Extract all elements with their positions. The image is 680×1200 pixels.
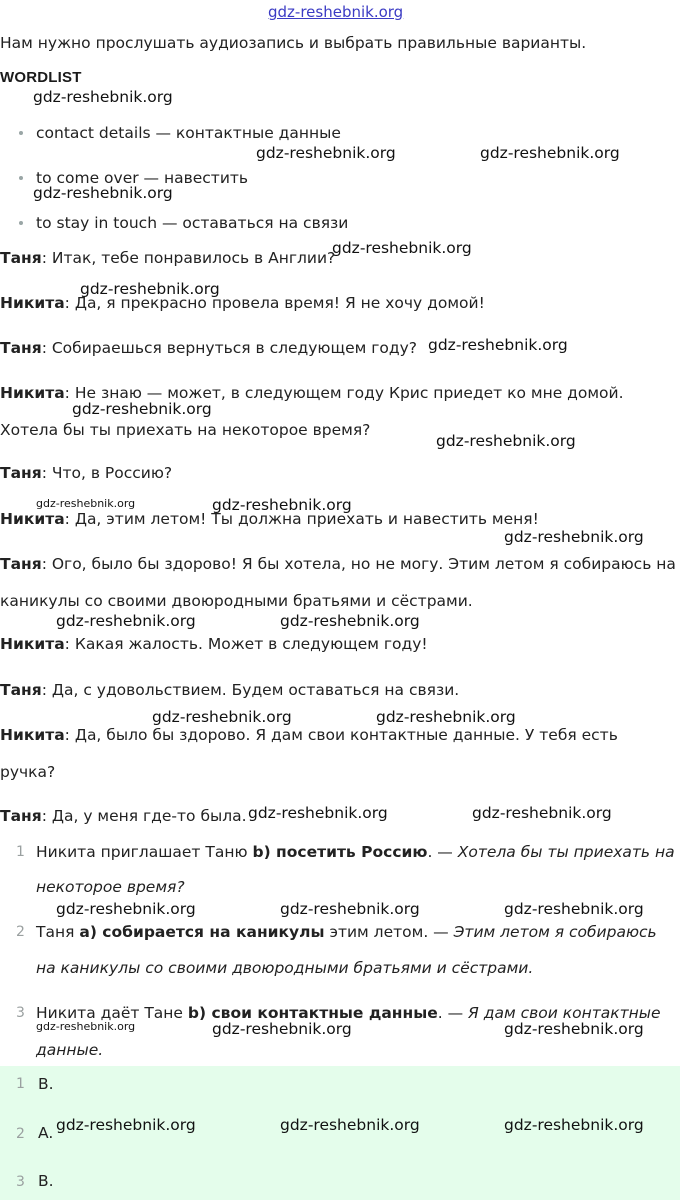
- watermark: gdz-reshebnik.org: [376, 708, 516, 726]
- watermark: gdz-reshebnik.org: [280, 900, 420, 918]
- dialogue-line: Таня: Что, в Россию?: [0, 464, 173, 482]
- watermark: gdz-reshebnik.org: [480, 144, 620, 162]
- watermark: gdz-reshebnik.org: [248, 804, 388, 822]
- wordlist-item: contact details — контактные данные: [36, 124, 341, 142]
- dialogue-continuation: каникулы со своими двоюродными братьями и сёстрами.: [0, 592, 473, 610]
- bullet-dot: [19, 221, 23, 225]
- watermark: gdz-reshebnik.org: [436, 432, 576, 450]
- speaker-name: Таня: [0, 555, 42, 573]
- dialogue-text: Да, было бы здорово. Я дам свои контактные данные. У тебя есть: [74, 726, 618, 744]
- speaker-name: Таня: [0, 249, 42, 267]
- dialogue-text: Да, я прекрасно провела время! Я не хочу домой!: [74, 294, 485, 312]
- watermark: gdz-reshebnik.org: [33, 184, 173, 202]
- speaker-name: Таня: [0, 464, 42, 482]
- answer-number: 1: [16, 844, 25, 860]
- speaker-name: Таня: [0, 807, 42, 825]
- watermark: gdz-reshebnik.org: [332, 239, 472, 257]
- answer-continuation: на каникулы со своими двоюродными братьями и сёстрами.: [36, 959, 534, 977]
- dialogue-text: Собираешься вернуться в следующем году?: [51, 339, 417, 357]
- bullet-dot: [19, 131, 23, 135]
- dialogue-text: Да, у меня где-то была.: [51, 807, 247, 825]
- watermark: gdz-reshebnik.org: [80, 280, 220, 298]
- dialogue-line: Таня: Ого, было бы здорово! Я бы хотела, но не могу. Этим летом я собираюсь на: [0, 555, 676, 573]
- site-link[interactable]: gdz-reshebnik.org: [268, 3, 404, 21]
- watermark: gdz-reshebnik.org: [472, 804, 612, 822]
- dialogue-continuation: Хотела бы ты приехать на некоторое время?: [0, 421, 371, 439]
- answer-number: 3: [16, 1005, 25, 1021]
- speaker-name: Никита: [0, 294, 65, 312]
- speaker-name: Таня: [0, 681, 42, 699]
- watermark: gdz-reshebnik.org: [212, 1020, 352, 1038]
- dialogue-line: Таня: Итак, тебе понравилось в Англии?: [0, 249, 336, 267]
- watermark: gdz-reshebnik.org: [504, 1116, 644, 1134]
- dialogue-text: Да, с удовольствием. Будем оставаться на связи.: [51, 681, 460, 699]
- answer-line: Никита приглашает Таню b) посетить Россию. — Хотела бы ты приехать на: [36, 843, 675, 861]
- watermark: gdz-reshebnik.org: [56, 1116, 196, 1134]
- watermark: gdz-reshebnik.org: [36, 1020, 136, 1033]
- dialogue-line: Никита: Не знаю — может, в следующем году Крис приедет ко мне домой.: [0, 384, 624, 402]
- watermark: gdz-reshebnik.org: [428, 336, 568, 354]
- watermark: gdz-reshebnik.org: [504, 900, 644, 918]
- answer-continuation: некоторое время?: [36, 878, 185, 896]
- watermark: gdz-reshebnik.org: [36, 497, 136, 510]
- watermark: gdz-reshebnik.org: [56, 612, 196, 630]
- dialogue-text: Не знаю — может, в следующем году Крис приедет ко мне домой.: [74, 384, 624, 402]
- final-answer-number: 2: [16, 1126, 25, 1142]
- speaker-name: Никита: [0, 510, 65, 528]
- dialogue-text: Какая жалость. Может в следующем году!: [74, 635, 428, 653]
- final-answer-value: B.: [38, 1075, 54, 1093]
- watermark: gdz-reshebnik.org: [212, 496, 352, 514]
- speaker-name: Никита: [0, 635, 65, 653]
- watermark: gdz-reshebnik.org: [280, 1116, 420, 1134]
- watermark: gdz-reshebnik.org: [72, 400, 212, 418]
- final-answer-value: B.: [38, 1172, 54, 1190]
- answer-continuation: данные.: [36, 1041, 104, 1059]
- dialogue-line: Никита: Какая жалость. Может в следующем году!: [0, 635, 428, 653]
- final-answer-number: 1: [16, 1076, 25, 1092]
- dialogue-continuation: ручка?: [0, 763, 56, 781]
- final-answer-value: A.: [38, 1124, 54, 1142]
- speaker-name: Никита: [0, 384, 65, 402]
- dialogue-text: Да, этим летом! Ты должна приехать и навестить меня!: [74, 510, 539, 528]
- dialogue-text: Ого, было бы здорово! Я бы хотела, но не могу. Этим летом я собираюсь на: [51, 555, 676, 573]
- answer-line: Никита даёт Тане b) свои контактные данные. — Я дам свои контактные: [36, 1004, 661, 1022]
- wordlist-heading: WORDLIST: [0, 69, 82, 86]
- answer-line: Таня а) собирается на каникулы этим летом. — Этим летом я собираюсь: [36, 923, 657, 941]
- dialogue-line: Таня: Собираешься вернуться в следующем году?: [0, 339, 417, 357]
- watermark: gdz-reshebnik.org: [33, 88, 173, 106]
- final-answer-number: 3: [16, 1174, 25, 1190]
- watermark: gdz-reshebnik.org: [280, 612, 420, 630]
- dialogue-line: Таня: Да, с удовольствием. Будем оставаться на связи.: [0, 681, 460, 699]
- speaker-name: Таня: [0, 339, 42, 357]
- answer-number: 2: [16, 924, 25, 940]
- bullet-dot: [19, 176, 23, 180]
- watermark: gdz-reshebnik.org: [504, 1020, 644, 1038]
- dialogue-text: Итак, тебе понравилось в Англии?: [51, 249, 336, 267]
- watermark: gdz-reshebnik.org: [152, 708, 292, 726]
- dialogue-line: Никита: Да, этим летом! Ты должна приехать и навестить меня!: [0, 510, 539, 528]
- dialogue-line: Таня: Да, у меня где-то была.: [0, 807, 247, 825]
- watermark: gdz-reshebnik.org: [56, 900, 196, 918]
- wordlist-item: to stay in touch — оставаться на связи: [36, 214, 349, 232]
- speaker-name: Никита: [0, 726, 65, 744]
- wordlist-item: to come over — навестить: [36, 169, 249, 187]
- intro-text: Нам нужно прослушать аудиозапись и выбрать правильные варианты.: [0, 34, 587, 52]
- watermark: gdz-reshebnik.org: [256, 144, 396, 162]
- dialogue-line: Никита: Да, я прекрасно провела время! Я не хочу домой!: [0, 294, 485, 312]
- watermark: gdz-reshebnik.org: [504, 528, 644, 546]
- dialogue-line: Никита: Да, было бы здорово. Я дам свои контактные данные. У тебя есть: [0, 726, 618, 744]
- dialogue-text: Что, в Россию?: [51, 464, 173, 482]
